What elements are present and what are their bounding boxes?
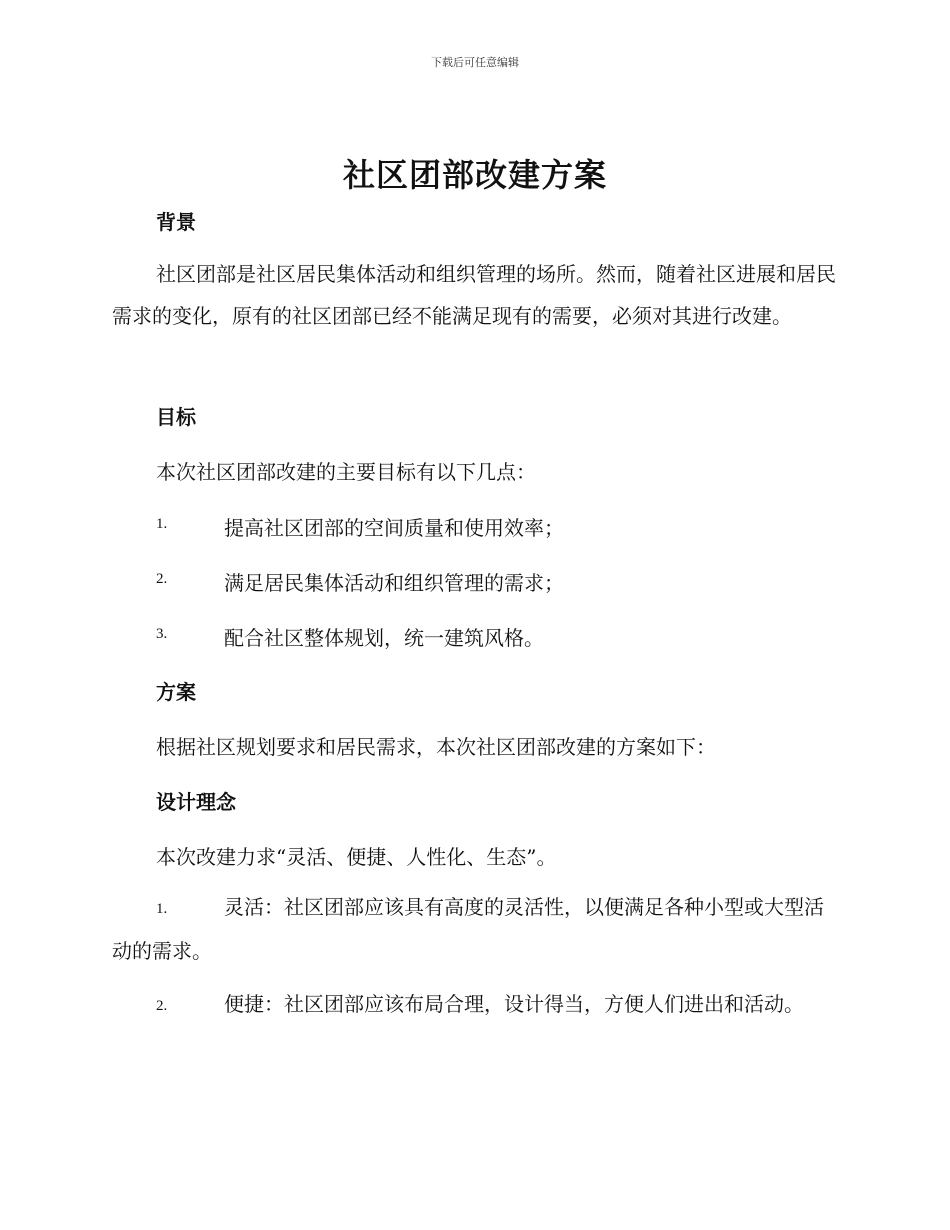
goal-item-number: 2.: [156, 571, 168, 587]
design-item: [112, 983, 836, 1027]
design-item-number: 2.: [156, 998, 168, 1014]
heading-design: 设计理念: [156, 790, 236, 814]
goal-item-text: 提高社区团部的空间质量和使用效率；: [224, 516, 564, 540]
design-item-text: 灵活：社区团部应该具有高度的灵活性，以便满足各种小型或大型活动的需求。: [112, 895, 824, 963]
goal-item-number: 1.: [156, 516, 168, 532]
plan-intro: 根据社区规划要求和居民需求，本次社区团部改建的方案如下：: [156, 735, 716, 759]
goal-item-text: 配合社区整体规划，统一建筑风格。: [224, 626, 544, 650]
design-intro: 本次改建力求“灵活、便捷、人性化、生态”。: [156, 845, 557, 869]
page-header: 下载后可任意编辑: [431, 56, 519, 69]
heading-background: 背景: [156, 210, 196, 234]
heading-plan: 方案: [156, 680, 196, 704]
design-item-number: 1.: [156, 901, 168, 917]
background-paragraph: [112, 253, 836, 337]
background-paragraph-text: 社区团部是社区居民集体活动和组织管理的场所。然而，随着社区进展和居民需求的变化，原有的社区团部已经不能满足现有的需要，必须对其进行改建。: [112, 262, 836, 328]
goals-intro: 本次社区团部改建的主要目标有以下几点：: [156, 460, 536, 484]
heading-goals: 目标: [156, 405, 196, 429]
goal-item-text: 满足居民集体活动和组织管理的需求；: [224, 571, 564, 595]
goal-item-number: 3.: [156, 626, 168, 642]
document-title: 社区团部改建方案: [342, 156, 607, 194]
design-item-text: 便捷：社区团部应该布局合理，设计得当，方便人们进出和活动。: [224, 992, 804, 1016]
design-item: [112, 886, 836, 972]
